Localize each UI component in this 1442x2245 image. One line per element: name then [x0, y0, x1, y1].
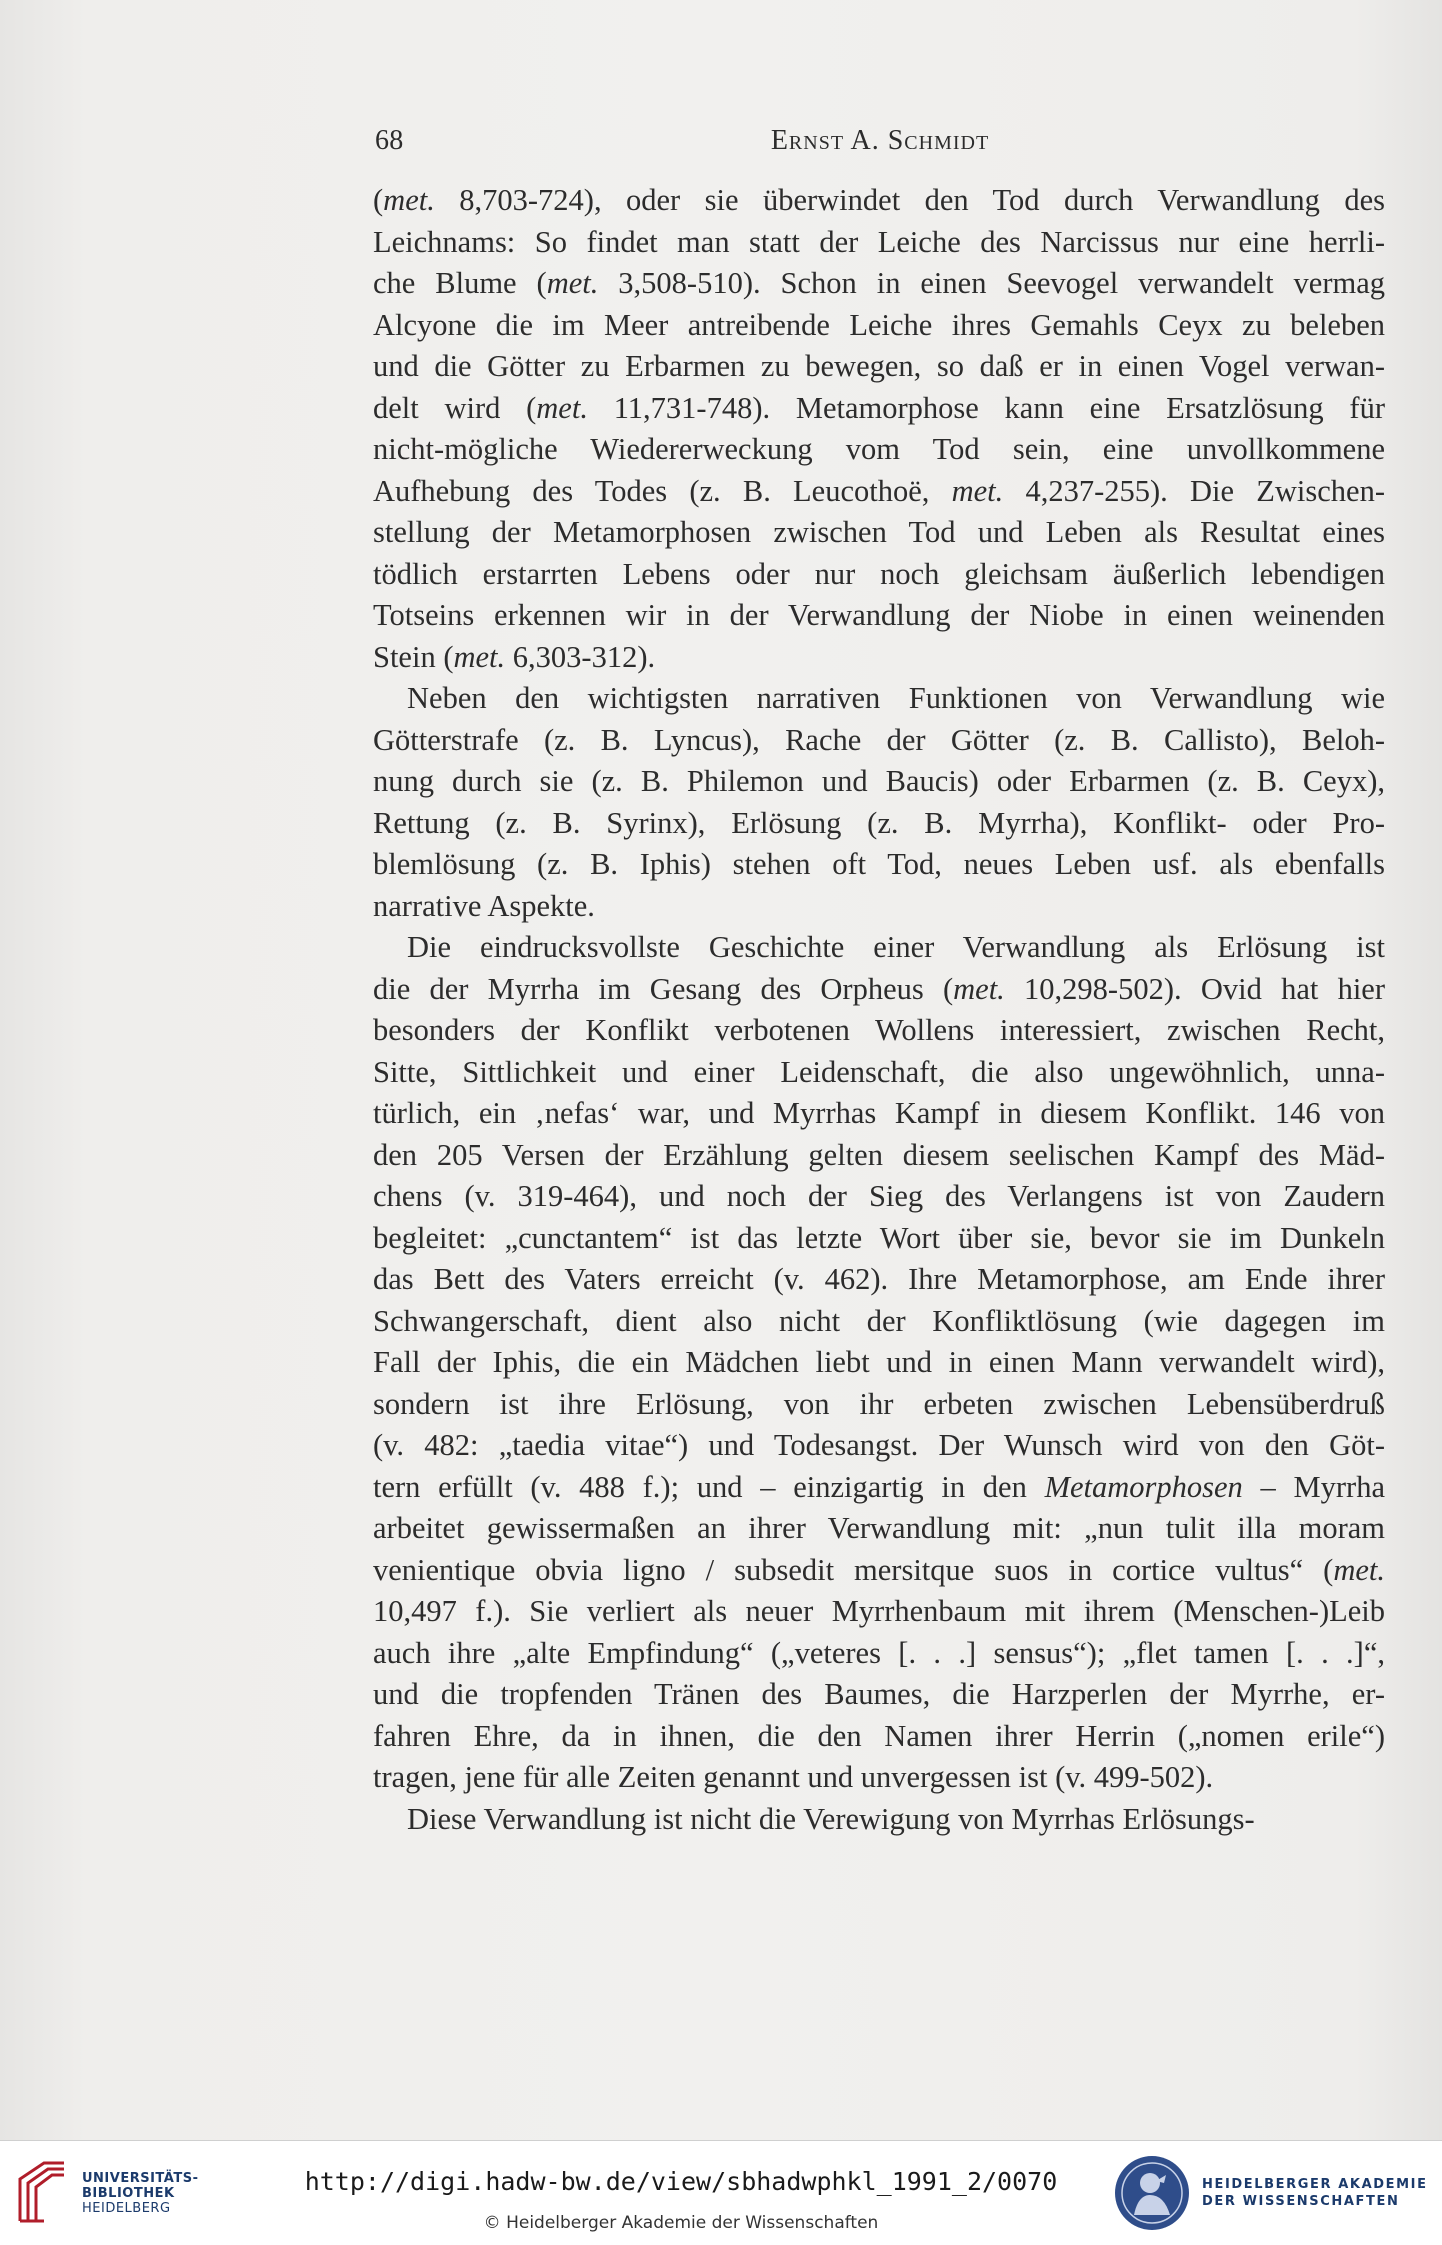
text-line: Götterstrafe (z. B. Lyncus), Rache der Götter (z. B. Callisto), Beloh-	[373, 722, 1385, 757]
text-line: delt wird (met. 11,731-748). Metamorphose kann eine Ersatzlösung für	[373, 390, 1385, 425]
text-line: und die Götter zu Erbarmen zu bewegen, so daß er in einen Vogel verwan-	[373, 349, 1385, 383]
library-name-line: HEIDELBERG	[82, 2201, 171, 2216]
text-line: die der Myrrha im Gesang des Orpheus (met. 10,298-502). Ovid hat hier	[373, 971, 1385, 1006]
text-line: den 205 Versen der Erzählung gelten diesem seelischen Kampf des Mäd-	[373, 1137, 1385, 1172]
text-line: und die tropfenden Tränen des Baumes, die Harzperlen der Myrrhe, er-	[373, 1677, 1385, 1711]
text-line: Leichnams: So findet man statt der Leiche des Narcissus nur eine herrli-	[373, 224, 1385, 259]
text-line: das Bett des Vaters erreicht (v. 462). Ihre Metamorphose, am Ende ihrer	[373, 1262, 1385, 1296]
text-line: arbeitet gewissermaßen an ihrer Verwandlung mit: „nun tulit illa moram	[373, 1511, 1385, 1545]
text-line: Alcyone die im Meer antreibende Leiche ihres Gemahls Ceyx zu beleben	[373, 307, 1385, 342]
academy-name-line: DER WISSENSCHAFTEN	[1202, 2194, 1400, 2209]
text-line: begleitet: „cunctantem“ ist das letzte Wort über sie, bevor sie im Dunkeln	[373, 1220, 1385, 1255]
text-line: (met. 8,703-724), oder sie überwindet den Tod durch Verwandlung des	[373, 183, 1385, 217]
text-line: besonders der Konflikt verbotenen Wollens interessiert, zwischen Recht,	[373, 1013, 1385, 1047]
text-line: nicht-mögliche Wiedererweckung vom Tod sein, eine unvollkommene	[373, 432, 1385, 466]
text-line: Rettung (z. B. Syrinx), Erlösung (z. B. Myrrha), Konflikt- oder Pro-	[373, 805, 1385, 840]
library-name-line: BIBLIOTHEK	[82, 2186, 175, 2201]
text-line: tödlich erstarrten Lebens oder nur noch gleichsam äußerlich lebendigen	[373, 556, 1385, 591]
text-line: Sitte, Sittlichkeit und einer Leidenschaft, die also ungewöhnlich, unna-	[373, 1054, 1385, 1089]
text-line: fahren Ehre, da in ihnen, die den Namen ihrer Herrin („nomen erile“)	[373, 1718, 1385, 1753]
text-line: (v. 482: „taedia vitae“) und Todesangst. Der Wunsch wird von den Göt-	[373, 1428, 1385, 1462]
body-text	[373, 180, 1385, 1840]
text-line: tern erfüllt (v. 488 f.); und – einzigartig in den Metamorphosen – Myrrha	[373, 1469, 1385, 1504]
text-line: 10,497 f.). Sie verliert als neuer Myrrhenbaum mit ihrem (Menschen-)Leib	[373, 1594, 1385, 1628]
text-line: venientique obvia ligno / subsedit mersitque suos in cortice vultus“ (met.	[373, 1552, 1385, 1587]
text-line: türlich, ein ‚nefas‘ war, und Myrrhas Kampf in diesem Konflikt. 146 von	[373, 1096, 1385, 1130]
copyright-notice: © Heidelberger Akademie der Wissenschaften	[483, 2213, 879, 2233]
text-line: stellung der Metamorphosen zwischen Tod und Leben als Resultat eines	[373, 515, 1385, 549]
digitization-footer	[0, 2140, 1442, 2245]
text-line: Stein (met. 6,303-312).	[373, 639, 656, 674]
text-line: Fall der Iphis, die ein Mädchen liebt und in einen Mann verwandelt wird),	[373, 1345, 1385, 1379]
academy-seal-icon	[1112, 2153, 1192, 2233]
text-line: Schwangerschaft, dient also nicht der Konfliktlösung (wie dagegen im	[373, 1303, 1385, 1338]
permalink-url[interactable]: http://digi.hadw-bw.de/view/sbhadwphkl_1991_2/0070	[304, 2167, 1058, 2196]
text-line: blemlösung (z. B. Iphis) stehen oft Tod, neues Leben usf. als ebenfalls	[373, 847, 1385, 881]
text-line: auch ihre „alte Empfindung“ („veteres [. . .] sensus“); „flet tamen [. . .]“,	[373, 1635, 1385, 1670]
text-line: Totseins erkennen wir in der Verwandlung der Niobe in einen weinenden	[373, 598, 1385, 632]
text-line: Diese Verwandlung ist nicht die Verewigung von Myrrhas Erlösungs-	[407, 1801, 1255, 1836]
academy-name	[1202, 2176, 1428, 2210]
text-line: nung durch sie (z. B. Philemon und Baucis) oder Erbarmen (z. B. Ceyx),	[373, 764, 1385, 798]
text-line: sondern ist ihre Erlösung, von ihr erbeten zwischen Lebensüberdruß	[373, 1386, 1385, 1421]
text-line: chens (v. 319-464), und noch der Sieg des Verlangens ist von Zaudern	[373, 1179, 1385, 1213]
text-line: tragen, jene für alle Zeiten genannt und unvergessen ist (v. 499-502).	[373, 1760, 1214, 1794]
page-number: 68	[375, 125, 404, 156]
library-name-line: UNIVERSITÄTS-	[82, 2171, 199, 2186]
text-line: Aufhebung des Todes (z. B. Leucothoë, met. 4,237-255). Die Zwischen-	[373, 473, 1385, 508]
running-header	[375, 125, 1385, 165]
running-head-author: Ernst A. Schmidt	[770, 125, 990, 156]
academy-name-line: HEIDELBERGER AKADEMIE	[1202, 2177, 1428, 2192]
text-line: narrative Aspekte.	[373, 888, 595, 923]
text-line: che Blume (met. 3,508-510). Schon in einen Seevogel verwandelt vermag	[373, 266, 1385, 300]
text-line: Neben den wichtigsten narrativen Funktionen von Verwandlung wie	[407, 681, 1385, 715]
text-line: Die eindrucksvollste Geschichte einer Verwandlung als Erlösung ist	[407, 930, 1385, 964]
